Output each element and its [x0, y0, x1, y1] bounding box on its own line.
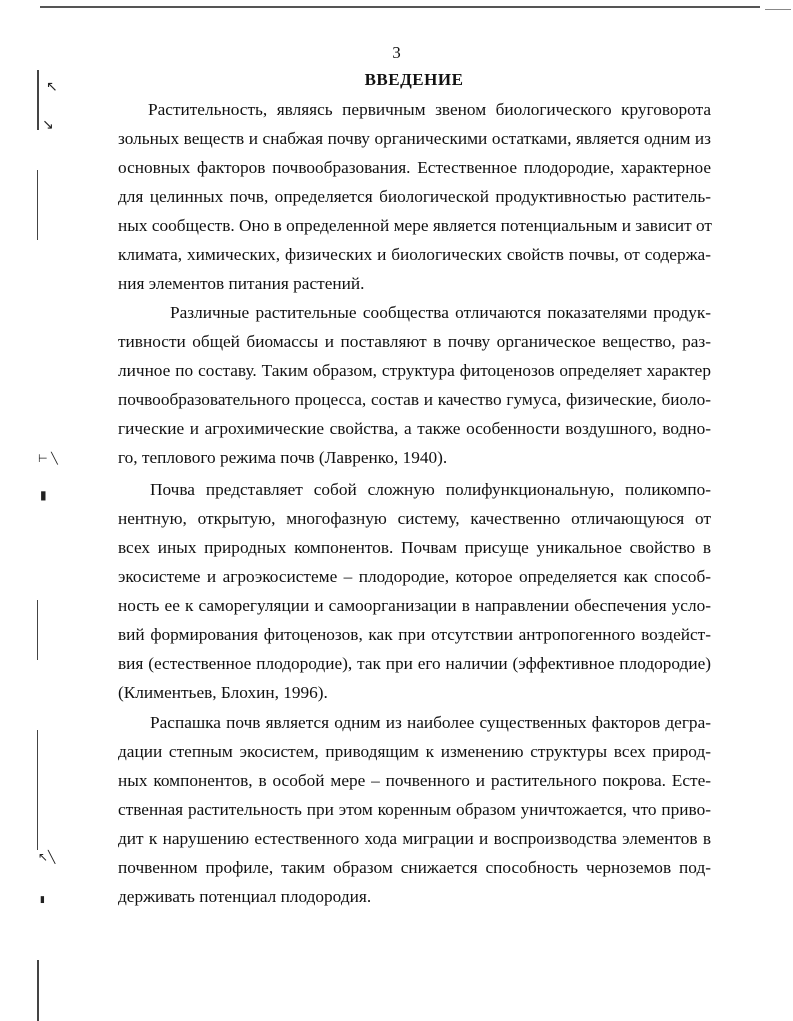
- text-line: гические и агрохимические свойства, а также особенности воздушного, водно-: [118, 419, 711, 438]
- scan-left-edge-mark: [37, 600, 38, 660]
- text-line: Растительность, являясь первичным звеном биологического круговорота: [148, 100, 711, 119]
- scan-left-edge-mark: [37, 960, 39, 1021]
- text-line: основных факторов почвообразования. Естественное плодородие, характерное: [118, 158, 711, 177]
- text-line: почвообразовательного процесса, состав и качество гумуса, физические, биоло-: [118, 390, 711, 409]
- text-line: личное по составу. Таким образом, структура фитоценозов определяет характер: [118, 361, 711, 380]
- text-line: Различные растительные сообщества отличаются показателями продук-: [170, 303, 711, 322]
- text-line: ных компонентов, в особой мере – почвенного и растительного покрова. Есте-: [118, 771, 711, 790]
- paragraph-2: [118, 298, 711, 472]
- text-line: нентную, открытую, многофазную систему, качественно отличающуюся от: [118, 509, 711, 528]
- text-line: почвенном профиле, таким образом снижается способность черноземов под-: [118, 858, 711, 877]
- scan-smudge: ↖: [46, 79, 58, 95]
- paragraph-3: [118, 475, 711, 707]
- text-line: вия (естественное плодородие), так при его наличии (эффективное плодородие): [118, 654, 711, 673]
- text-line: дит к нарушению естественного хода миграции и воспроизводства элементов в: [118, 829, 711, 848]
- paragraph-1: [118, 95, 711, 298]
- scan-smudge: ▮: [40, 895, 45, 905]
- text-line: го, теплового режима почв (Лавренко, 1940).: [118, 448, 448, 467]
- text-line: для целинных почв, определяется биологической продуктивностью раститель-: [118, 187, 711, 206]
- scan-left-edge-mark: [37, 70, 39, 130]
- page-number: 3: [392, 43, 401, 62]
- scan-top-rule: [40, 6, 760, 8]
- paragraph-4: [118, 708, 711, 911]
- text-line: Почва представляет собой сложную полифункциональную, поликомпо-: [150, 480, 711, 499]
- text-line: держивать потенциал плодородия.: [118, 887, 372, 906]
- text-line: ственная растительность при этом коренным образом уничтожается, что приво-: [118, 800, 711, 819]
- text-line: ния элементов питания растений.: [118, 274, 365, 293]
- scan-smudge: ↖╲: [38, 850, 56, 864]
- section-heading: ВВЕДЕНИЕ: [364, 70, 464, 89]
- scan-top-rule-tail: [765, 9, 791, 10]
- text-line: климата, химических, физических и биологических свойств почвы, от содержа-: [118, 245, 711, 264]
- text-line: всех иных природных компонентов. Почвам присуще уникальное свойство в: [118, 538, 711, 557]
- text-line: ность ее к саморегуляции и самоорганизации в направлении обеспечения усло-: [118, 596, 711, 615]
- text-line: экосистеме и агроэкосистеме – плодородие, которое определяется как способ-: [118, 567, 711, 586]
- text-line: Распашка почв является одним из наиболее существенных факторов дегра-: [150, 713, 711, 732]
- scan-smudge: ▮: [40, 488, 47, 502]
- scan-left-edge-mark: [37, 730, 38, 850]
- text-line: зольных веществ и снабжая почву органическими остатками, является одним из: [118, 129, 711, 148]
- text-line: тивности общей биомассы и поставляют в почву органическое вещество, раз-: [118, 332, 711, 351]
- text-line: вий формирования фитоценозов, как при отсутствии антропогенного воздейст-: [118, 625, 711, 644]
- scan-smudge: ↘: [42, 117, 54, 133]
- scan-left-edge-mark: [37, 170, 38, 240]
- scan-smudge: ⊢ ╲: [38, 452, 58, 465]
- text-line: ных сообществ. Оно в определенной мере является потенциальным и зависит от: [118, 216, 712, 235]
- text-line: дации степным экосистем, приводящим к изменению структуры всех природ-: [118, 742, 711, 761]
- text-line: (Климентьев, Блохин, 1996).: [118, 683, 328, 702]
